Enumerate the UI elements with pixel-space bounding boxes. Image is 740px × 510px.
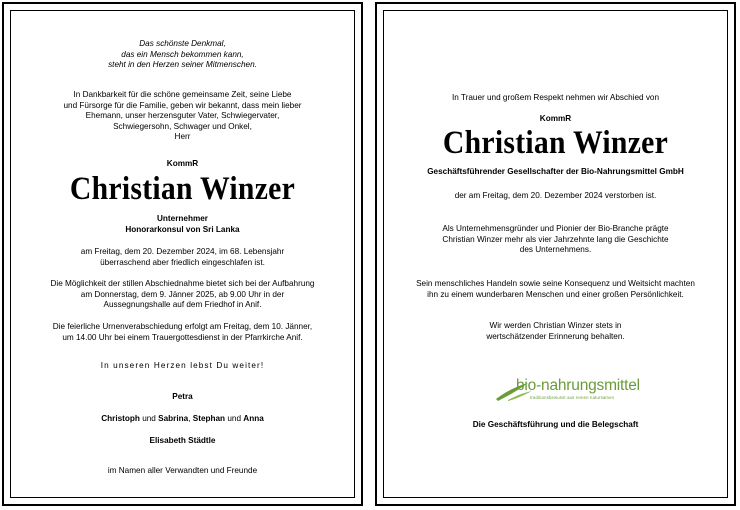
obituary-card-company [375, 2, 736, 506]
pioneer-tribute [384, 224, 727, 256]
tribute-line: Als Unternehmensgründer und Pionier der Bio-Branche prägte [442, 224, 669, 233]
logo-tagline: traditionsbewusst aus reinen natursamen [530, 395, 615, 400]
viewing-line: am Donnerstag, dem 9. Jänner 2025, ab 9.00 Uhr in der [80, 289, 285, 299]
intro-line: Ehemann, unser herzensguter Vater, Schwiegervater, [85, 111, 280, 121]
child-name: Stephan [192, 414, 226, 423]
logo-wordmark: bio-nahrungsmittel [516, 377, 640, 394]
announcement-intro [11, 90, 354, 143]
farewell-intro: In Trauer und großem Respekt nehmen wir Abschied von [451, 93, 660, 102]
motto-line: steht in den Herzen seiner Mitmenschen. [108, 60, 257, 70]
intro-line: Schwiegersohn, Schwager und Onkel, [113, 121, 252, 131]
child-name: Christoph [101, 414, 140, 423]
memory-statement [384, 321, 727, 342]
intro-line: In Dankbarkeit für die schöne gemeinsame Zeit, seine Liebe [73, 90, 292, 99]
tribute-line: des Unternehmens. [519, 245, 592, 255]
conjunction: und [227, 414, 242, 423]
character-tribute [384, 279, 727, 300]
motto-line: das ein Mensch bekommen kann, [121, 49, 244, 59]
viewing-line: Die Möglichkeit der stillen Abschiednahme bietet sich bei der Aufbahrung [50, 279, 315, 288]
death-line: überraschend aber friedlich eingeschlafen ist. [100, 257, 265, 267]
intro-line: Herr [174, 132, 191, 142]
viewing-line: Aussegnungshalle auf dem Friedhof in Anif. [103, 300, 262, 310]
motto-line: Das schönste Denkmal, [139, 39, 226, 48]
closing-line: im Namen aller Verwandten und Freunde [107, 466, 258, 475]
memory-line: wertschätzender Erinnerung behalten. [486, 331, 625, 341]
death-line: am Freitag, dem 20. Dezember 2024, im 68. Lebensjahr [80, 247, 285, 256]
intro-line: und Fürsorge für die Familie, geben wir bekannt, dass mein lieber [63, 100, 302, 110]
heart-message: In unseren Herzen lebst Du weiter! [100, 361, 265, 370]
mourner-mother-in-law: Elisabeth Städtle [149, 436, 216, 445]
child-name: Anna [243, 414, 264, 423]
motto [11, 39, 354, 71]
deceased-name: Christian Winzer [442, 125, 669, 161]
honorific-title: KommR [166, 159, 199, 168]
role-line: Unternehmer [157, 214, 208, 223]
deceased-roles [11, 214, 354, 235]
company-position: Geschäftsführender Gesellschafter der Bio-Nahrungsmittel GmbH [427, 167, 684, 176]
card-inner-frame [10, 10, 355, 498]
memory-line: Wir werden Christian Winzer stets in [489, 321, 622, 330]
urn-line: um 14.00 Uhr bei einem Trauergottesdienst in der Pfarrkirche Anif. [62, 332, 303, 342]
urn-line: Die feierliche Urnenverabschiedung erfolgt am Freitag, dem 10. Jänner, [52, 322, 313, 331]
urn-ceremony-info [11, 322, 354, 343]
death-notice: der am Freitag, dem 20. Dezember 2024 verstorben ist. [454, 191, 657, 200]
tribute-line: Christian Winzer mehr als vier Jahrzehnte lang die Geschichte [442, 234, 669, 244]
mourner-widow: Petra [172, 392, 193, 401]
tribute-line: Sein menschliches Handeln sowie seine Konsequenz und Weitsicht machten [416, 279, 695, 288]
conjunction: und [142, 414, 156, 423]
viewing-info [11, 279, 354, 311]
death-notice [11, 247, 354, 268]
tribute-line: ihn zu einem wunderbaren Menschen und einer großen Persönlichkeit. [427, 289, 684, 299]
deceased-name: Christian Winzer [69, 171, 296, 207]
bio-nahrungsmittel-logo [494, 377, 654, 405]
obituary-card-family [2, 2, 363, 506]
honorific-title: KommR [539, 114, 572, 123]
child-name: Sabrina [158, 414, 189, 423]
mourner-children [11, 414, 354, 425]
card-inner-frame [383, 10, 728, 498]
signature-line: Die Geschäftsführung und die Belegschaft [472, 420, 639, 429]
separator: , [188, 414, 191, 423]
role-line: Honorarkonsul von Sri Lanka [125, 224, 240, 234]
